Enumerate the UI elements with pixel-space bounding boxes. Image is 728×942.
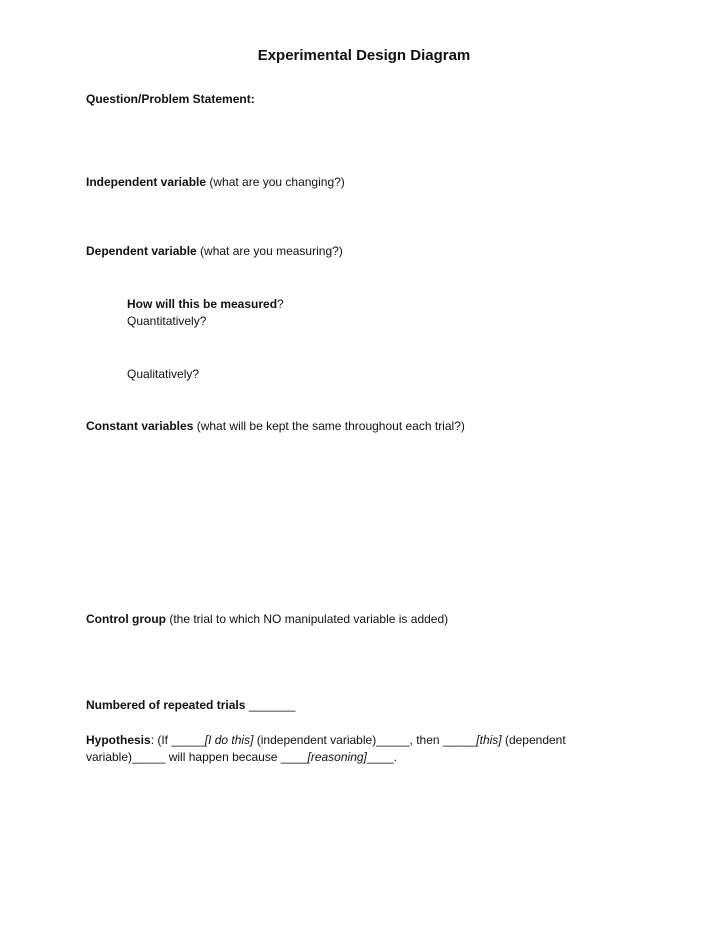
control-group-label: Control group (86, 612, 166, 626)
constant-variables-section (86, 418, 465, 434)
measure-qmark: ? (277, 297, 284, 311)
hypothesis-line-2 (86, 749, 397, 765)
dependent-variable-section (86, 243, 343, 259)
repeated-trials-blank: _______ (248, 698, 296, 712)
hypothesis-placeholder-action: [I do this] (204, 733, 254, 747)
constant-variables-hint: (what will be kept the same throughout each trial?) (196, 419, 465, 433)
hypothesis-text-5: ____. (366, 750, 397, 764)
hypothesis-text-2: (independent variable)_____, then _____ (253, 733, 477, 747)
hypothesis-placeholder-reasoning: [reasoning] (307, 750, 367, 764)
independent-variable-label: Independent variable (86, 175, 207, 189)
repeated-trials-section (86, 697, 295, 713)
dependent-variable-hint: (what are you measuring?) (200, 244, 343, 258)
measure-question (127, 296, 284, 312)
dependent-variable-label: Dependent variable (86, 244, 197, 258)
hypothesis-text-4: variable)_____ will happen because ____ (86, 750, 308, 764)
quantitative-label: Quantitatively? (127, 314, 207, 328)
independent-variable-section (86, 174, 345, 190)
repeated-trials-label: Numbered of repeated trials (86, 698, 246, 712)
question-label: Question/Problem Statement: (86, 92, 255, 106)
hypothesis-text-3: (dependent (501, 733, 566, 747)
question-section (86, 91, 255, 107)
hypothesis-placeholder-result: [this] (476, 733, 502, 747)
control-group-section (86, 611, 448, 627)
control-group-hint: (the trial to which NO manipulated variable is added) (169, 612, 449, 626)
hypothesis-line-1 (86, 732, 566, 748)
independent-variable-hint: (what are you changing?) (209, 175, 345, 189)
page-title: Experimental Design Diagram (257, 47, 471, 64)
measure-label: How will this be measured (127, 297, 278, 311)
hypothesis-label: Hypothesis (86, 733, 151, 747)
constant-variables-label: Constant variables (86, 419, 194, 433)
hypothesis-text-1: : (If _____ (150, 733, 205, 747)
qualitative-label: Qualitatively? (127, 367, 200, 381)
